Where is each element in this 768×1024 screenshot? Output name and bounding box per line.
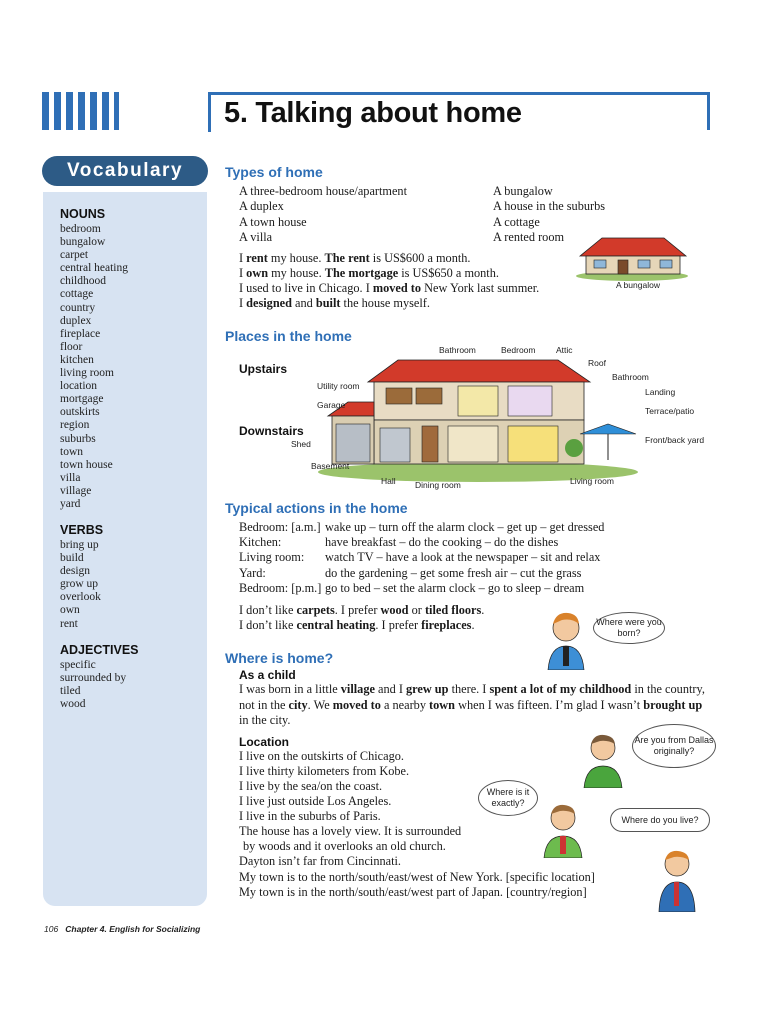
actions-row-label: Yard: xyxy=(239,566,266,580)
vocab-noun-item: floor xyxy=(60,340,83,353)
location-line: by woods and it overlooks an old church. xyxy=(243,839,446,853)
label-shed: Shed xyxy=(291,439,311,449)
vocab-noun-item: yard xyxy=(60,497,81,510)
vocab-adjective-item: tiled xyxy=(60,685,81,698)
preference-line-1: I don’t like carpets. I prefer wood or tiled floors. xyxy=(239,603,485,617)
actions-row xyxy=(239,566,581,581)
label-basement: Basement xyxy=(311,461,350,471)
types-sentence-4: I designed and built the house myself. xyxy=(239,296,430,310)
actions-row-label: Bedroom: [a.m.] xyxy=(239,520,321,534)
header-rule-top xyxy=(208,92,710,95)
vocab-noun-item: kitchen xyxy=(60,353,94,366)
header-bar-1 xyxy=(42,92,49,130)
child-heading: As a child xyxy=(239,668,296,682)
verbs-list xyxy=(60,539,103,631)
actions-row-label: Kitchen: xyxy=(239,535,282,549)
home-type-item: A duplex xyxy=(239,199,284,214)
man-illustration-1 xyxy=(542,606,590,670)
adjectives-list xyxy=(60,659,139,711)
adjectives-group xyxy=(60,643,139,711)
home-type-item: A house in the suburbs xyxy=(493,199,606,214)
actions-row xyxy=(239,520,604,535)
vocab-verb-item: grow up xyxy=(60,578,99,591)
vocab-noun-item: central heating xyxy=(60,262,129,275)
actions-row-text: go to bed – set the alarm clock – go to sleep – dream xyxy=(325,581,585,595)
label-hall: Hall xyxy=(381,476,396,486)
adjectives-heading: ADJECTIVES xyxy=(60,643,139,657)
vocab-noun-item: suburbs xyxy=(60,432,96,445)
actions-heading: Typical actions in the home xyxy=(225,500,408,516)
vocab-noun-item: mortgage xyxy=(60,393,104,406)
page-title: 5. Talking about home xyxy=(224,97,522,129)
label-bathroom-top: Bathroom xyxy=(439,345,476,355)
label-living-room: Living room xyxy=(570,476,614,486)
location-line: My town is in the north/south/east/west part of Japan. [country/region] xyxy=(239,885,587,899)
actions-row xyxy=(239,535,558,550)
man-illustration-4 xyxy=(656,840,698,912)
header-bar-7 xyxy=(114,92,119,130)
vocab-noun-item: villa xyxy=(60,471,81,484)
actions-row xyxy=(239,550,600,565)
verbs-group xyxy=(60,523,103,631)
downstairs-label: Downstairs xyxy=(239,424,304,438)
vocab-noun-item: town xyxy=(60,445,83,458)
header-bar-2 xyxy=(54,92,61,130)
label-front-back-yard: Front/back yard xyxy=(645,435,705,445)
location-line: I live by the sea/on the coast. xyxy=(239,779,383,793)
vocabulary-pill: Vocabulary xyxy=(42,156,208,186)
vocab-verb-item: own xyxy=(60,604,80,617)
vocab-noun-item: fireplace xyxy=(60,327,101,340)
actions-row-label: Living room: xyxy=(239,550,305,564)
types-sentence-3: I used to live in Chicago. I moved to New York last summer. xyxy=(239,281,540,295)
vocab-verb-item: bring up xyxy=(60,539,99,551)
header-bar-5 xyxy=(90,92,97,130)
vocab-adjective-item: wood xyxy=(60,698,86,711)
preference-line-2: I don’t like central heating. I prefer fireplaces. xyxy=(239,618,475,632)
types-heading: Types of home xyxy=(225,164,323,180)
vocab-adjective-item: specific xyxy=(60,659,96,671)
bubble-where-live: Where do you live? xyxy=(610,808,710,832)
bungalow-illustration xyxy=(572,232,692,282)
label-bedroom: Bedroom xyxy=(501,345,536,355)
vocab-verb-item: design xyxy=(60,565,91,578)
vocab-noun-item: outskirts xyxy=(60,406,100,419)
vocab-noun-item: bungalow xyxy=(60,236,106,249)
actions-row-text: have breakfast – do the cooking – do the dishes xyxy=(325,535,559,549)
location-line: The house has a lovely view. It is surrounded xyxy=(239,824,462,838)
location-line: My town is to the north/south/east/west of New York. [specific location] xyxy=(239,870,595,884)
man-illustration-2 xyxy=(580,726,626,788)
vocab-noun-item: carpet xyxy=(60,249,89,262)
vocab-noun-item: region xyxy=(60,419,90,432)
home-type-item: A rented room xyxy=(493,229,565,244)
header-rule-left xyxy=(208,92,211,132)
vocab-verb-item: build xyxy=(60,552,84,565)
vocab-verb-item: rent xyxy=(60,617,78,630)
location-heading: Location xyxy=(239,735,289,749)
location-line: I live just outside Los Angeles. xyxy=(239,794,392,808)
vocab-noun-item: childhood xyxy=(60,275,106,288)
home-type-item: A bungalow xyxy=(493,184,553,198)
vocab-noun-item: location xyxy=(60,380,98,393)
bungalow-caption: A bungalow xyxy=(616,280,660,290)
bubble-where-born: Where were you born? xyxy=(593,612,665,644)
vocab-noun-item: town house xyxy=(60,458,113,471)
footer xyxy=(44,924,200,934)
vocab-noun-item: cottage xyxy=(60,288,94,301)
header-bar-3 xyxy=(66,92,73,130)
types-col1 xyxy=(239,184,407,245)
page-number: 106 xyxy=(44,924,59,934)
header-rule-right xyxy=(707,92,710,130)
vocab-noun-item: country xyxy=(60,301,96,314)
label-utility-room: Utility room xyxy=(317,381,360,391)
vocab-noun-item: bedroom xyxy=(60,223,101,235)
label-terrace: Terrace/patio xyxy=(645,406,695,416)
nouns-list xyxy=(60,223,128,511)
header-bar-4 xyxy=(78,92,85,130)
label-attic: Attic xyxy=(556,345,573,355)
vocab-noun-item: duplex xyxy=(60,314,92,327)
nouns-heading: NOUNS xyxy=(60,207,106,221)
vocab-adjective-item: surrounded by xyxy=(60,672,127,685)
actions-row-text: wake up – turn off the alarm clock – get up – get dressed xyxy=(325,520,605,534)
actions-row-label: Bedroom: [p.m.] xyxy=(239,581,322,595)
actions-row-text: do the gardening – get some fresh air – cut the grass xyxy=(325,566,582,580)
location-line: I live thirty kilometers from Kobe. xyxy=(239,764,410,778)
man-illustration-3 xyxy=(540,796,586,858)
header-bar-6 xyxy=(102,92,109,130)
bubble-dallas: Are you from Dallas originally? xyxy=(632,724,716,768)
vocab-noun-item: village xyxy=(60,484,92,497)
bubble-exactly: Where is it exactly? xyxy=(478,780,538,816)
home-type-item: A three-bedroom house/apartment xyxy=(239,184,408,198)
places-heading: Places in the home xyxy=(225,328,352,344)
actions-row xyxy=(239,581,584,596)
home-type-item: A town house xyxy=(239,214,307,229)
vocab-noun-item: living room xyxy=(60,367,114,380)
home-type-item: A cottage xyxy=(493,214,540,229)
verbs-heading: VERBS xyxy=(60,523,104,537)
location-line: I live in the suburbs of Paris. xyxy=(239,809,381,823)
label-bathroom-right: Bathroom xyxy=(612,372,649,382)
label-landing: Landing xyxy=(645,387,676,397)
label-dining-room: Dining room xyxy=(415,480,461,490)
child-paragraph: I was born in a little village and I grew up there. I spent a lot of my childhood in the country, not in the city. We moved to a nearby town when I was fifteen. I’m glad I wasn’t brought up in the city. xyxy=(239,682,705,727)
house-cutaway-illustration xyxy=(318,352,638,484)
types-sentence-2: I own my house. The mortgage is US$650 a month. xyxy=(239,266,499,280)
label-roof: Roof xyxy=(588,358,606,368)
home-type-item: A villa xyxy=(239,229,273,244)
label-garage: Garage xyxy=(317,400,346,410)
upstairs-label: Upstairs xyxy=(239,362,288,376)
nouns-group xyxy=(60,207,128,511)
location-line: I live on the outskirts of Chicago. xyxy=(239,749,404,763)
vocab-verb-item: overlook xyxy=(60,591,101,604)
where-heading: Where is home? xyxy=(225,650,334,666)
chapter-title: Chapter 4. English for Socializing xyxy=(65,924,201,934)
actions-row-text: watch TV – have a look at the newspaper – sit and relax xyxy=(325,550,601,564)
types-sentence-1: I rent my house. The rent is US$600 a month. xyxy=(239,251,471,265)
location-line: Dayton isn’t far from Cincinnati. xyxy=(239,854,401,868)
